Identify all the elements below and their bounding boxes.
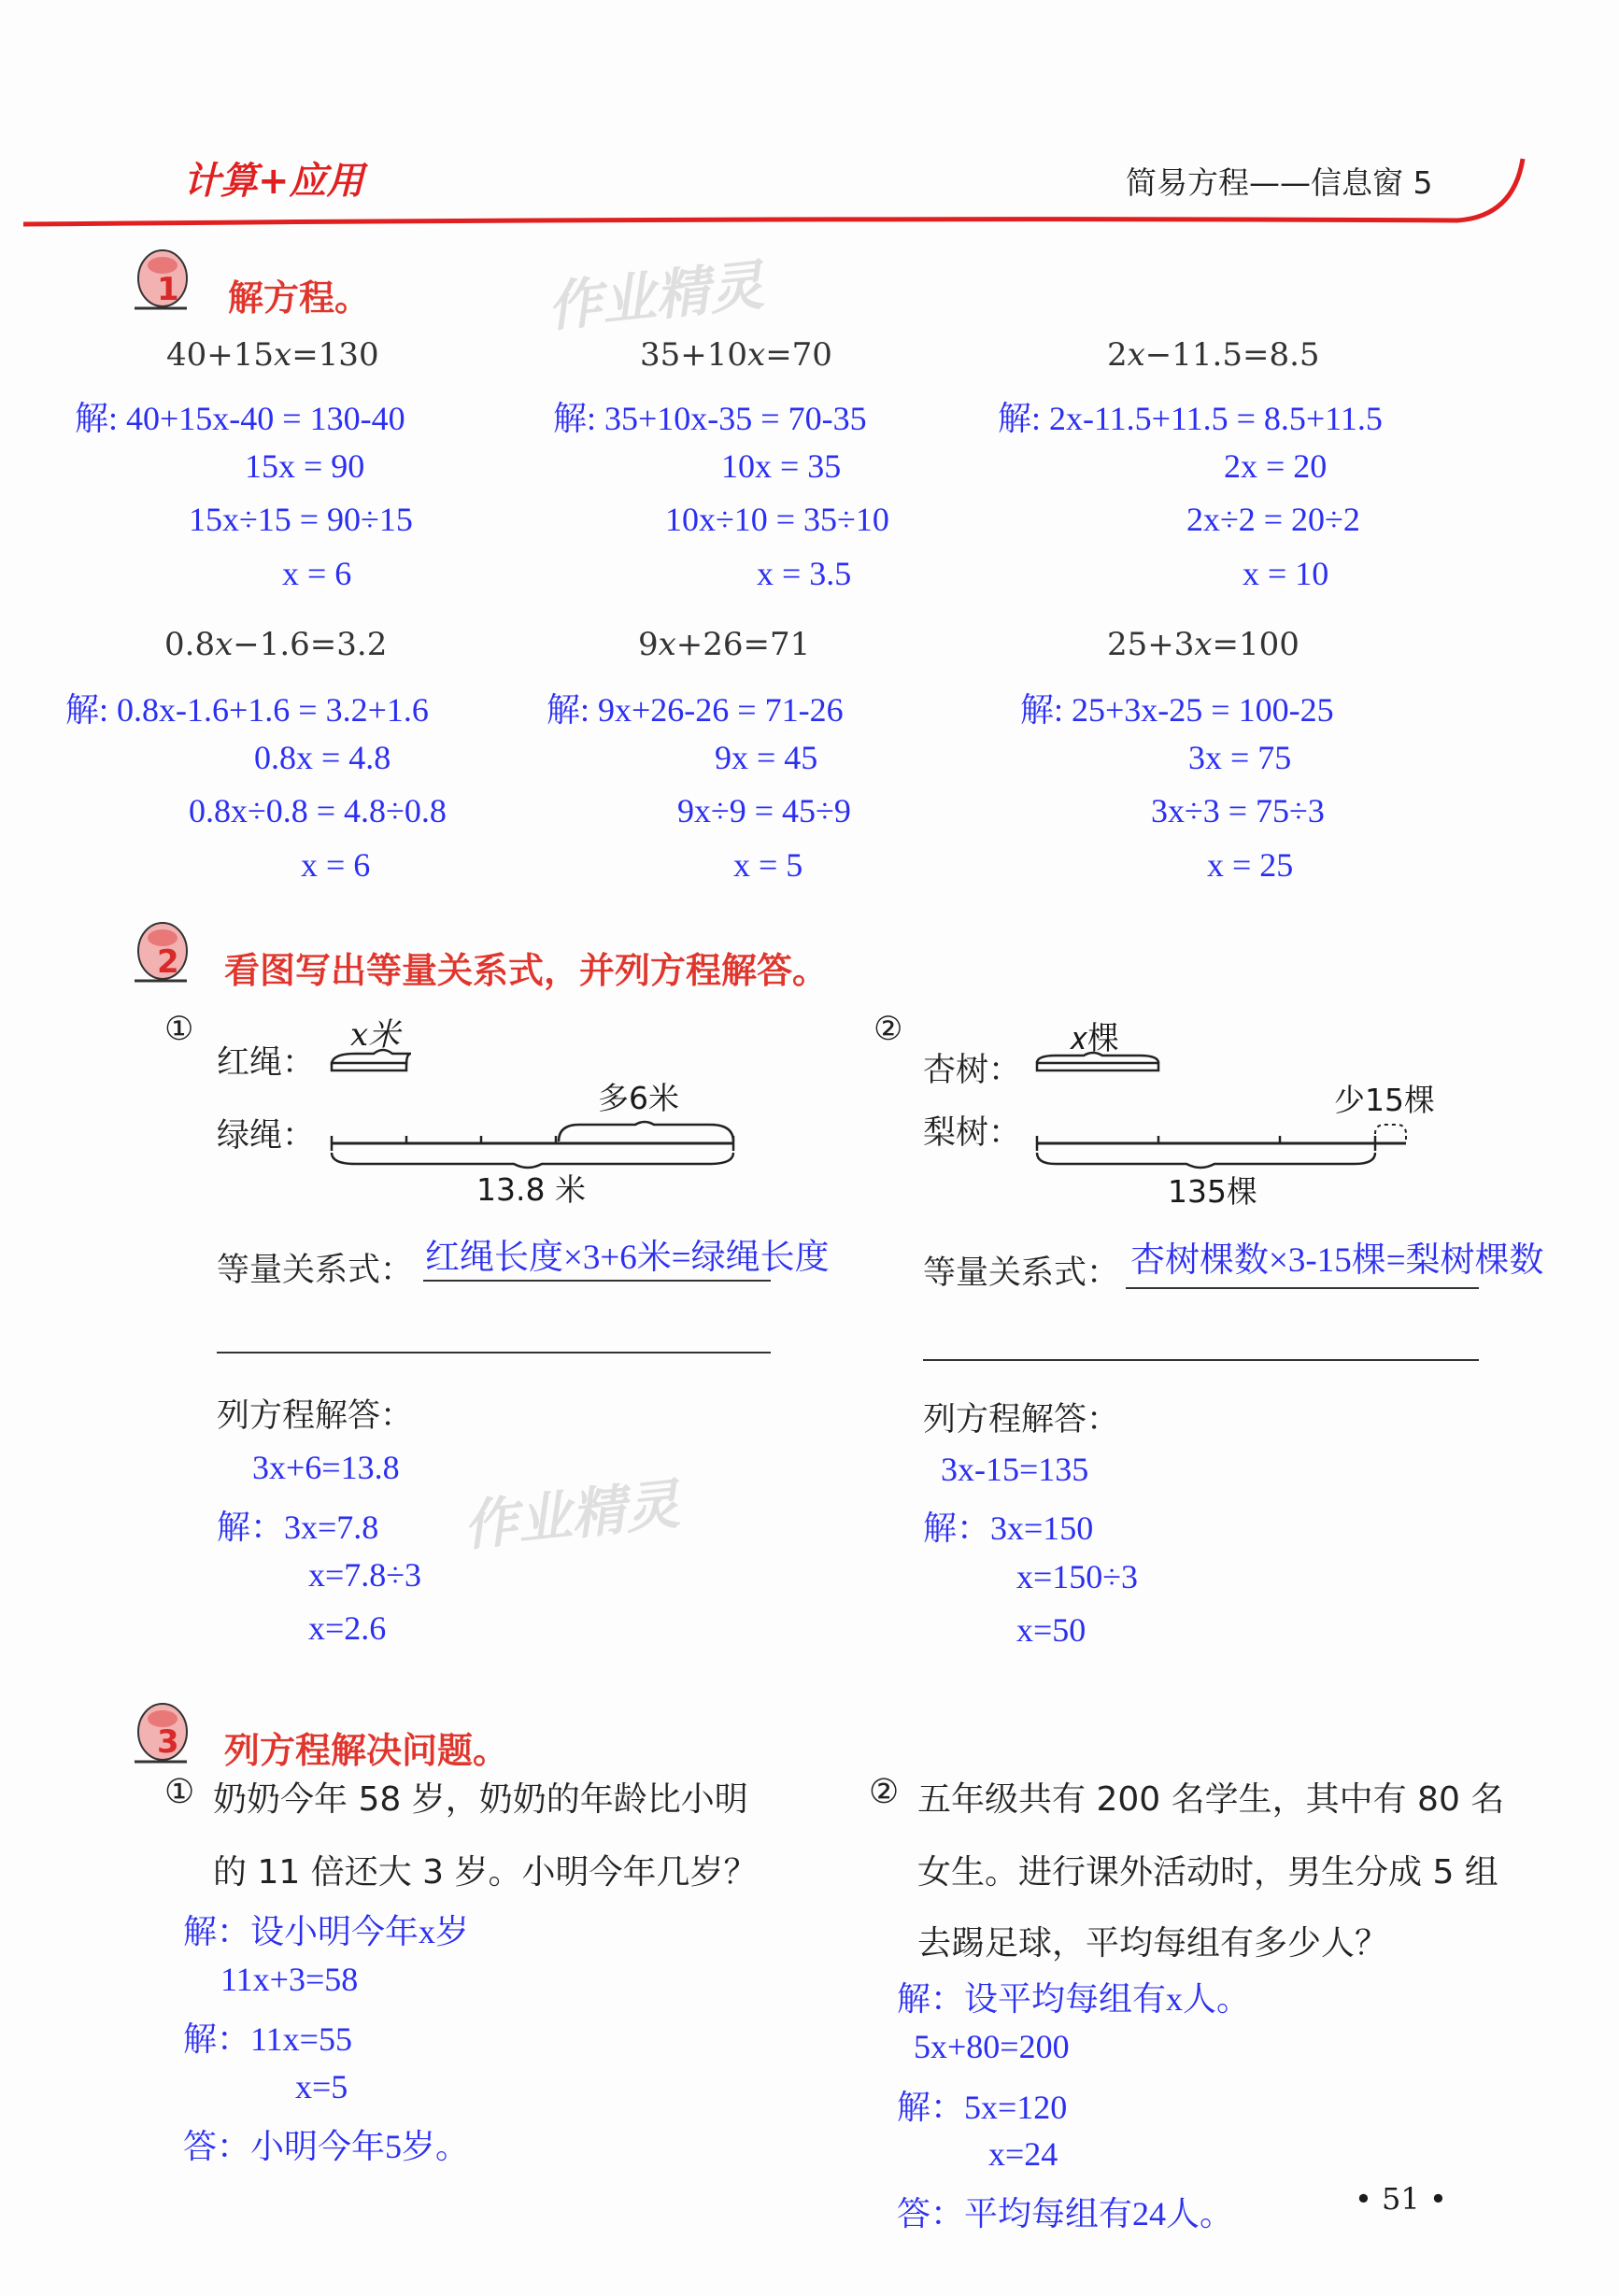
equation: 25+3𝑥=100 xyxy=(1107,626,1299,663)
solution-line: 解：设小明今年x岁 xyxy=(183,1913,470,1950)
solution-line: 2x÷2 = 20÷2 xyxy=(1186,501,1360,538)
solution-line: 9x÷9 = 45÷9 xyxy=(677,792,851,829)
solution-line: 解：5x=120 xyxy=(897,2089,1068,2126)
section-title: 解方程。 xyxy=(228,277,371,319)
solution-line: 解：3x=7.8 xyxy=(217,1509,379,1546)
problem-marker: ① xyxy=(164,1011,194,1048)
solution-line: 解: 40+15x-40 = 130-40 xyxy=(75,400,405,437)
answer-line-text: 答：平均每组有24人。 xyxy=(897,2195,1234,2232)
header-swoosh xyxy=(0,0,1619,243)
row-label-green-rope: 绿绳： xyxy=(217,1117,316,1155)
answer-line xyxy=(1126,1287,1479,1289)
solution-line: 3x = 75 xyxy=(1188,739,1292,776)
watermark: 作业精灵 xyxy=(460,1472,683,1558)
extra-segment-label: 多6米 xyxy=(598,1080,679,1116)
solution-line: 0.8x = 4.8 xyxy=(254,739,391,776)
solution-line: 3x+6=13.8 xyxy=(252,1449,400,1486)
question-text: 去踢足球，平均每组有多少人？ xyxy=(917,1924,1389,1963)
question-text: 女生。进行课外活动时，男生分成 5 组 xyxy=(917,1853,1498,1892)
solution-line: 5x+80=200 xyxy=(914,2028,1070,2065)
solution-line: 解: 0.8x-1.6+1.6 = 3.2+1.6 xyxy=(65,691,429,729)
solution-line: x = 5 xyxy=(733,846,803,884)
top-segment-label: 𝑥棵 xyxy=(1070,1020,1119,1057)
section-number: 2 xyxy=(157,943,179,981)
relation-label: 等量关系式： xyxy=(923,1254,1120,1292)
header-section-label: 计算+应用 xyxy=(183,160,364,203)
relation-answer: 红绳长度×3+6米=绿绳长度 xyxy=(425,1239,830,1277)
row-label-pear: 梨树： xyxy=(923,1114,1022,1152)
equation: 35+10𝑥=70 xyxy=(640,336,832,374)
solution-line: 10x = 35 xyxy=(721,447,842,485)
total-label: 135棵 xyxy=(1168,1173,1257,1210)
solve-label: 列方程解答： xyxy=(217,1397,414,1435)
answer-line xyxy=(923,1359,1479,1361)
equation: 9𝑥+26=71 xyxy=(638,626,811,663)
solution-line: 11x+3=58 xyxy=(220,1961,359,1998)
equation: 2𝑥−11.5=8.5 xyxy=(1107,336,1320,374)
extra-segment-label: 少15棵 xyxy=(1334,1082,1435,1118)
solution-line: 解: 9x+26-26 = 71-26 xyxy=(547,691,844,729)
top-segment-label: 𝑥米 xyxy=(350,1016,401,1054)
solution-line: x=7.8÷3 xyxy=(308,1556,422,1594)
answer-line xyxy=(423,1280,771,1282)
solution-line: x = 3.5 xyxy=(757,555,852,592)
solution-line: 2x = 20 xyxy=(1224,447,1328,485)
solution-line: 3x-15=135 xyxy=(941,1451,1089,1488)
question-text: 奶奶今年 58 岁，奶奶的年龄比小明 xyxy=(213,1780,748,1819)
solution-line: 解: 25+3x-25 = 100-25 xyxy=(1020,691,1334,729)
solution-line: 9x = 45 xyxy=(715,739,818,776)
solution-line: x=50 xyxy=(1016,1611,1086,1649)
total-label: 13.8 米 xyxy=(476,1171,586,1208)
relation-answer: 杏树棵数×3-15棵=梨树棵数 xyxy=(1130,1241,1544,1280)
row-label-apricot: 杏树： xyxy=(923,1052,1022,1089)
solution-line: 10x÷10 = 35÷10 xyxy=(665,501,889,538)
header-chapter-title: 简易方程——信息窗 5 xyxy=(1126,164,1433,201)
line-segment-diagram xyxy=(1028,1046,1420,1177)
solution-line: 解: 35+10x-35 = 70-35 xyxy=(553,400,867,437)
solution-line: x=2.6 xyxy=(308,1609,387,1647)
section-number: 3 xyxy=(157,1723,179,1761)
question-text: 的 11 倍还大 3 岁。小明今年几岁？ xyxy=(213,1853,758,1892)
solution-line: x = 6 xyxy=(282,555,352,592)
solution-line: 解：11x=55 xyxy=(183,2020,352,2058)
solution-line: x=24 xyxy=(988,2135,1058,2173)
equation: 40+15𝑥=130 xyxy=(166,336,379,374)
page-number: • 51 • xyxy=(1355,2181,1447,2217)
relation-label: 等量关系式： xyxy=(217,1252,414,1289)
solution-line: 15x = 90 xyxy=(245,447,365,485)
solution-line: x=5 xyxy=(295,2068,348,2105)
answer-line-text: 答：小明今年5岁。 xyxy=(183,2128,470,2165)
solution-line: x = 6 xyxy=(301,846,371,884)
problem-marker: ① xyxy=(164,1773,195,1811)
solve-label: 列方程解答： xyxy=(923,1401,1120,1439)
solution-line: x = 10 xyxy=(1243,555,1329,592)
solution-line: 0.8x÷0.8 = 4.8÷0.8 xyxy=(189,792,447,829)
solution-line: 3x÷3 = 75÷3 xyxy=(1151,792,1325,829)
problem-marker: ② xyxy=(873,1011,903,1048)
equation: 0.8𝑥−1.6=3.2 xyxy=(164,626,388,663)
section-title: 列方程解决问题。 xyxy=(224,1730,509,1771)
section-title: 看图写出等量关系式，并列方程解答。 xyxy=(224,950,829,991)
solution-line: 解：设平均每组有x人。 xyxy=(897,1980,1251,2018)
section-number: 1 xyxy=(157,271,179,308)
solution-line: x=150÷3 xyxy=(1016,1558,1139,1595)
watermark: 作业精灵 xyxy=(544,253,767,339)
line-segment-diagram xyxy=(318,1028,747,1177)
row-label-red-rope: 红绳： xyxy=(217,1044,316,1082)
question-text: 五年级共有 200 名学生，其中有 80 名 xyxy=(917,1780,1505,1819)
answer-line xyxy=(217,1352,771,1354)
problem-marker: ② xyxy=(869,1773,900,1811)
solution-line: 解: 2x-11.5+11.5 = 8.5+11.5 xyxy=(998,400,1383,437)
solution-line: 解：3x=150 xyxy=(923,1509,1094,1547)
solution-line: 15x÷15 = 90÷15 xyxy=(189,501,413,538)
solution-line: x = 25 xyxy=(1207,846,1294,884)
